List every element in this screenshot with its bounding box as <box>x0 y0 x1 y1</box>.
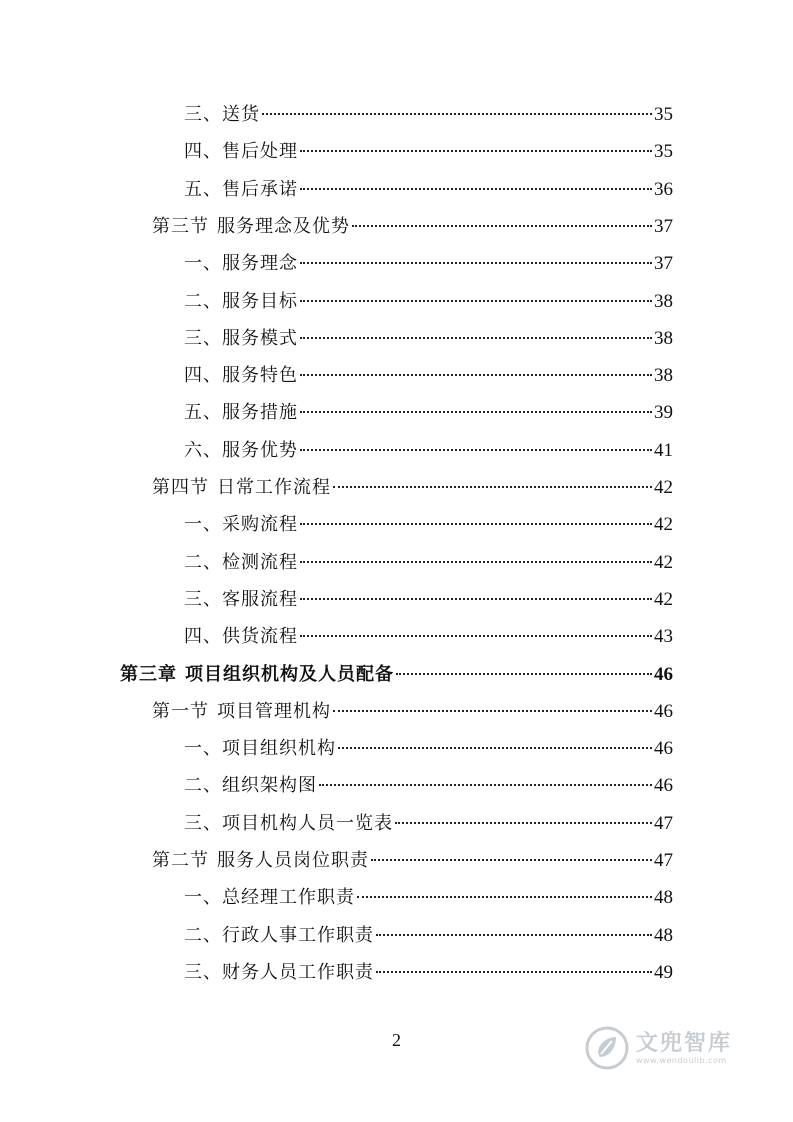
toc-entry-page: 42 <box>654 514 673 535</box>
toc-leader-dots <box>300 300 652 302</box>
toc-entry-page: 47 <box>654 850 673 871</box>
toc-leader-dots <box>319 784 652 786</box>
toc-entry[interactable] <box>152 212 673 242</box>
toc-entry-title <box>184 361 298 391</box>
toc-entry-number: 二、 <box>184 552 222 573</box>
toc-leader-dots <box>357 896 652 898</box>
toc-entry-text: 售后承诺 <box>222 179 298 200</box>
toc-entry-number: 三、 <box>184 962 222 983</box>
toc-leader-dots <box>396 673 652 675</box>
toc-entry[interactable] <box>184 137 673 167</box>
toc-entry[interactable] <box>184 771 673 801</box>
toc-entry-number: 四、 <box>184 365 222 386</box>
toc-entry-title <box>152 697 331 727</box>
toc-entry-title <box>120 660 394 690</box>
toc-entry-number: 四、 <box>184 141 222 162</box>
toc-entry-number: 五、 <box>184 179 222 200</box>
toc-entry-page: 46 <box>654 664 673 685</box>
toc-leader-dots <box>395 822 652 824</box>
toc-entry-text: 行政人事工作职责 <box>222 925 374 946</box>
toc-entry-text: 服务优势 <box>222 440 298 461</box>
toc-entry[interactable] <box>152 846 673 876</box>
toc-entry-text: 售后处理 <box>222 141 298 162</box>
toc-entry-text: 总经理工作职责 <box>222 887 355 908</box>
leaf-drop-logo-icon <box>584 1025 630 1071</box>
toc-entry[interactable] <box>184 100 673 130</box>
toc-entry-number: 一、 <box>184 253 222 274</box>
toc-entry[interactable] <box>184 175 673 205</box>
toc-leader-dots <box>262 113 652 115</box>
toc-leader-dots <box>300 635 652 637</box>
toc-entry-number: 三、 <box>184 104 222 125</box>
toc-entry-title <box>184 249 298 279</box>
toc-leader-dots <box>300 262 652 264</box>
toc-entry-page: 35 <box>654 141 673 162</box>
toc-leader-dots <box>300 150 652 152</box>
toc-entry[interactable] <box>184 622 673 652</box>
toc-entry-title <box>184 734 336 764</box>
toc-entry-text: 组织架构图 <box>222 775 317 796</box>
toc-leader-dots <box>376 971 652 973</box>
toc-entry-text: 项目管理机构 <box>217 701 331 722</box>
toc-entry[interactable] <box>120 660 673 690</box>
toc-entry-text: 服务理念 <box>222 253 298 274</box>
toc-entry-page: 38 <box>654 365 673 386</box>
toc-entry-title <box>184 137 298 167</box>
toc-leader-dots <box>352 225 652 227</box>
toc-leader-dots <box>300 374 652 376</box>
toc-entry-page: 48 <box>654 925 673 946</box>
toc-entry-text: 检测流程 <box>222 552 298 573</box>
toc-entry-text: 日常工作流程 <box>217 477 331 498</box>
toc-entry[interactable] <box>184 361 673 391</box>
toc-entry-title <box>184 324 298 354</box>
toc-entry-page: 49 <box>654 962 673 983</box>
toc-entry-number: 四、 <box>184 626 222 647</box>
toc-entry[interactable] <box>152 697 673 727</box>
toc-entry-page: 43 <box>654 626 673 647</box>
toc-entry-text: 项目组织机构 <box>222 738 336 759</box>
toc-entry-title <box>184 436 298 466</box>
toc-entry-text: 服务措施 <box>222 402 298 423</box>
toc-entry-title <box>152 846 369 876</box>
toc-leader-dots <box>333 486 652 488</box>
watermark-url: www.wendoulib.com <box>636 1055 727 1065</box>
toc-entry-text: 供货流程 <box>222 626 298 647</box>
toc-entry-number: 一、 <box>184 738 222 759</box>
toc-entry-page: 41 <box>654 440 673 461</box>
page-number: 2 <box>392 1030 401 1050</box>
toc-entry-text: 财务人员工作职责 <box>222 962 374 983</box>
toc-leader-dots <box>376 934 652 936</box>
toc-entry[interactable] <box>184 249 673 279</box>
toc-entry[interactable] <box>184 510 673 540</box>
toc-entry-page: 42 <box>654 552 673 573</box>
toc-entry-number: 第二节 <box>152 850 209 871</box>
toc-entry-text: 服务目标 <box>222 291 298 312</box>
toc-leader-dots <box>300 449 652 451</box>
toc-entry-title <box>184 958 374 988</box>
toc-entry-title <box>184 510 298 540</box>
toc-entry[interactable] <box>184 436 673 466</box>
toc-entry[interactable] <box>184 585 673 615</box>
toc-entry-title <box>152 212 350 242</box>
toc-entry[interactable] <box>184 548 673 578</box>
toc-entry-title <box>184 622 298 652</box>
toc-entry-page: 48 <box>654 887 673 908</box>
toc-entry-text: 服务特色 <box>222 365 298 386</box>
toc-entry-text: 项目机构人员一览表 <box>222 813 393 834</box>
toc-entry-number: 一、 <box>184 514 222 535</box>
toc-leader-dots <box>300 561 652 563</box>
toc-entry[interactable] <box>184 883 673 913</box>
watermark-brand: 文兜智库 <box>636 1030 733 1056</box>
toc-entry-title <box>152 473 331 503</box>
toc-entry-page: 38 <box>654 291 673 312</box>
toc-entry-number: 六、 <box>184 440 222 461</box>
toc-leader-dots <box>333 710 652 712</box>
toc-entry-title <box>184 100 260 130</box>
toc-entry[interactable] <box>184 287 673 317</box>
toc-entry-title <box>184 398 298 428</box>
toc-entry-number: 第四节 <box>152 477 209 498</box>
watermark <box>584 1018 764 1078</box>
toc-entry-title <box>184 287 298 317</box>
toc-entry-number: 第三章 <box>120 664 177 685</box>
toc-entry-number: 三、 <box>184 589 222 610</box>
toc-leader-dots <box>300 523 652 525</box>
toc-entry-text: 送货 <box>222 104 260 125</box>
toc-entry[interactable] <box>184 398 673 428</box>
toc-entry-page: 39 <box>654 402 673 423</box>
toc-entry-number: 二、 <box>184 925 222 946</box>
toc-entry-page: 46 <box>654 738 673 759</box>
toc-entry-title <box>184 585 298 615</box>
toc-entry-page: 36 <box>654 179 673 200</box>
toc-entry-number: 五、 <box>184 402 222 423</box>
toc-entry[interactable] <box>184 809 673 839</box>
toc-leader-dots <box>338 747 652 749</box>
toc-entry-number: 第三节 <box>152 216 209 237</box>
toc-entry-number: 第一节 <box>152 701 209 722</box>
toc-entry-text: 项目组织机构及人员配备 <box>185 664 394 685</box>
toc-entry-page: 42 <box>654 477 673 498</box>
toc-entry[interactable] <box>184 324 673 354</box>
toc-entry-title <box>184 548 298 578</box>
toc-leader-dots <box>300 188 652 190</box>
toc-entry-page: 37 <box>654 253 673 274</box>
toc-entry[interactable] <box>184 958 673 988</box>
toc-entry-page: 47 <box>654 813 673 834</box>
toc-entry-number: 三、 <box>184 813 222 834</box>
toc-entry-page: 38 <box>654 328 673 349</box>
toc-entry-number: 三、 <box>184 328 222 349</box>
toc-leader-dots <box>300 337 652 339</box>
toc-entry-page: 35 <box>654 104 673 125</box>
toc-leader-dots <box>300 598 652 600</box>
toc-entry[interactable] <box>152 473 673 503</box>
toc-entry-number: 二、 <box>184 775 222 796</box>
toc-entry-page: 46 <box>654 701 673 722</box>
toc-entry-text: 服务模式 <box>222 328 298 349</box>
toc-entry-title <box>184 883 355 913</box>
toc-entry[interactable] <box>184 734 673 764</box>
toc-entry-title <box>184 175 298 205</box>
toc-entry-title <box>184 771 317 801</box>
toc-entry-number: 一、 <box>184 887 222 908</box>
toc-entry[interactable] <box>184 921 673 951</box>
toc-entry-text: 采购流程 <box>222 514 298 535</box>
toc-entry-page: 37 <box>654 216 673 237</box>
toc-entry-title <box>184 809 393 839</box>
toc-entry-text: 服务人员岗位职责 <box>217 850 369 871</box>
toc-entry-text: 客服流程 <box>222 589 298 610</box>
toc-entry-page: 46 <box>654 775 673 796</box>
toc-entry-number: 二、 <box>184 291 222 312</box>
toc-leader-dots <box>300 411 652 413</box>
toc-entry-title <box>184 921 374 951</box>
toc-entry-text: 服务理念及优势 <box>217 216 350 237</box>
toc-leader-dots <box>371 859 652 861</box>
toc-entry-page: 42 <box>654 589 673 610</box>
